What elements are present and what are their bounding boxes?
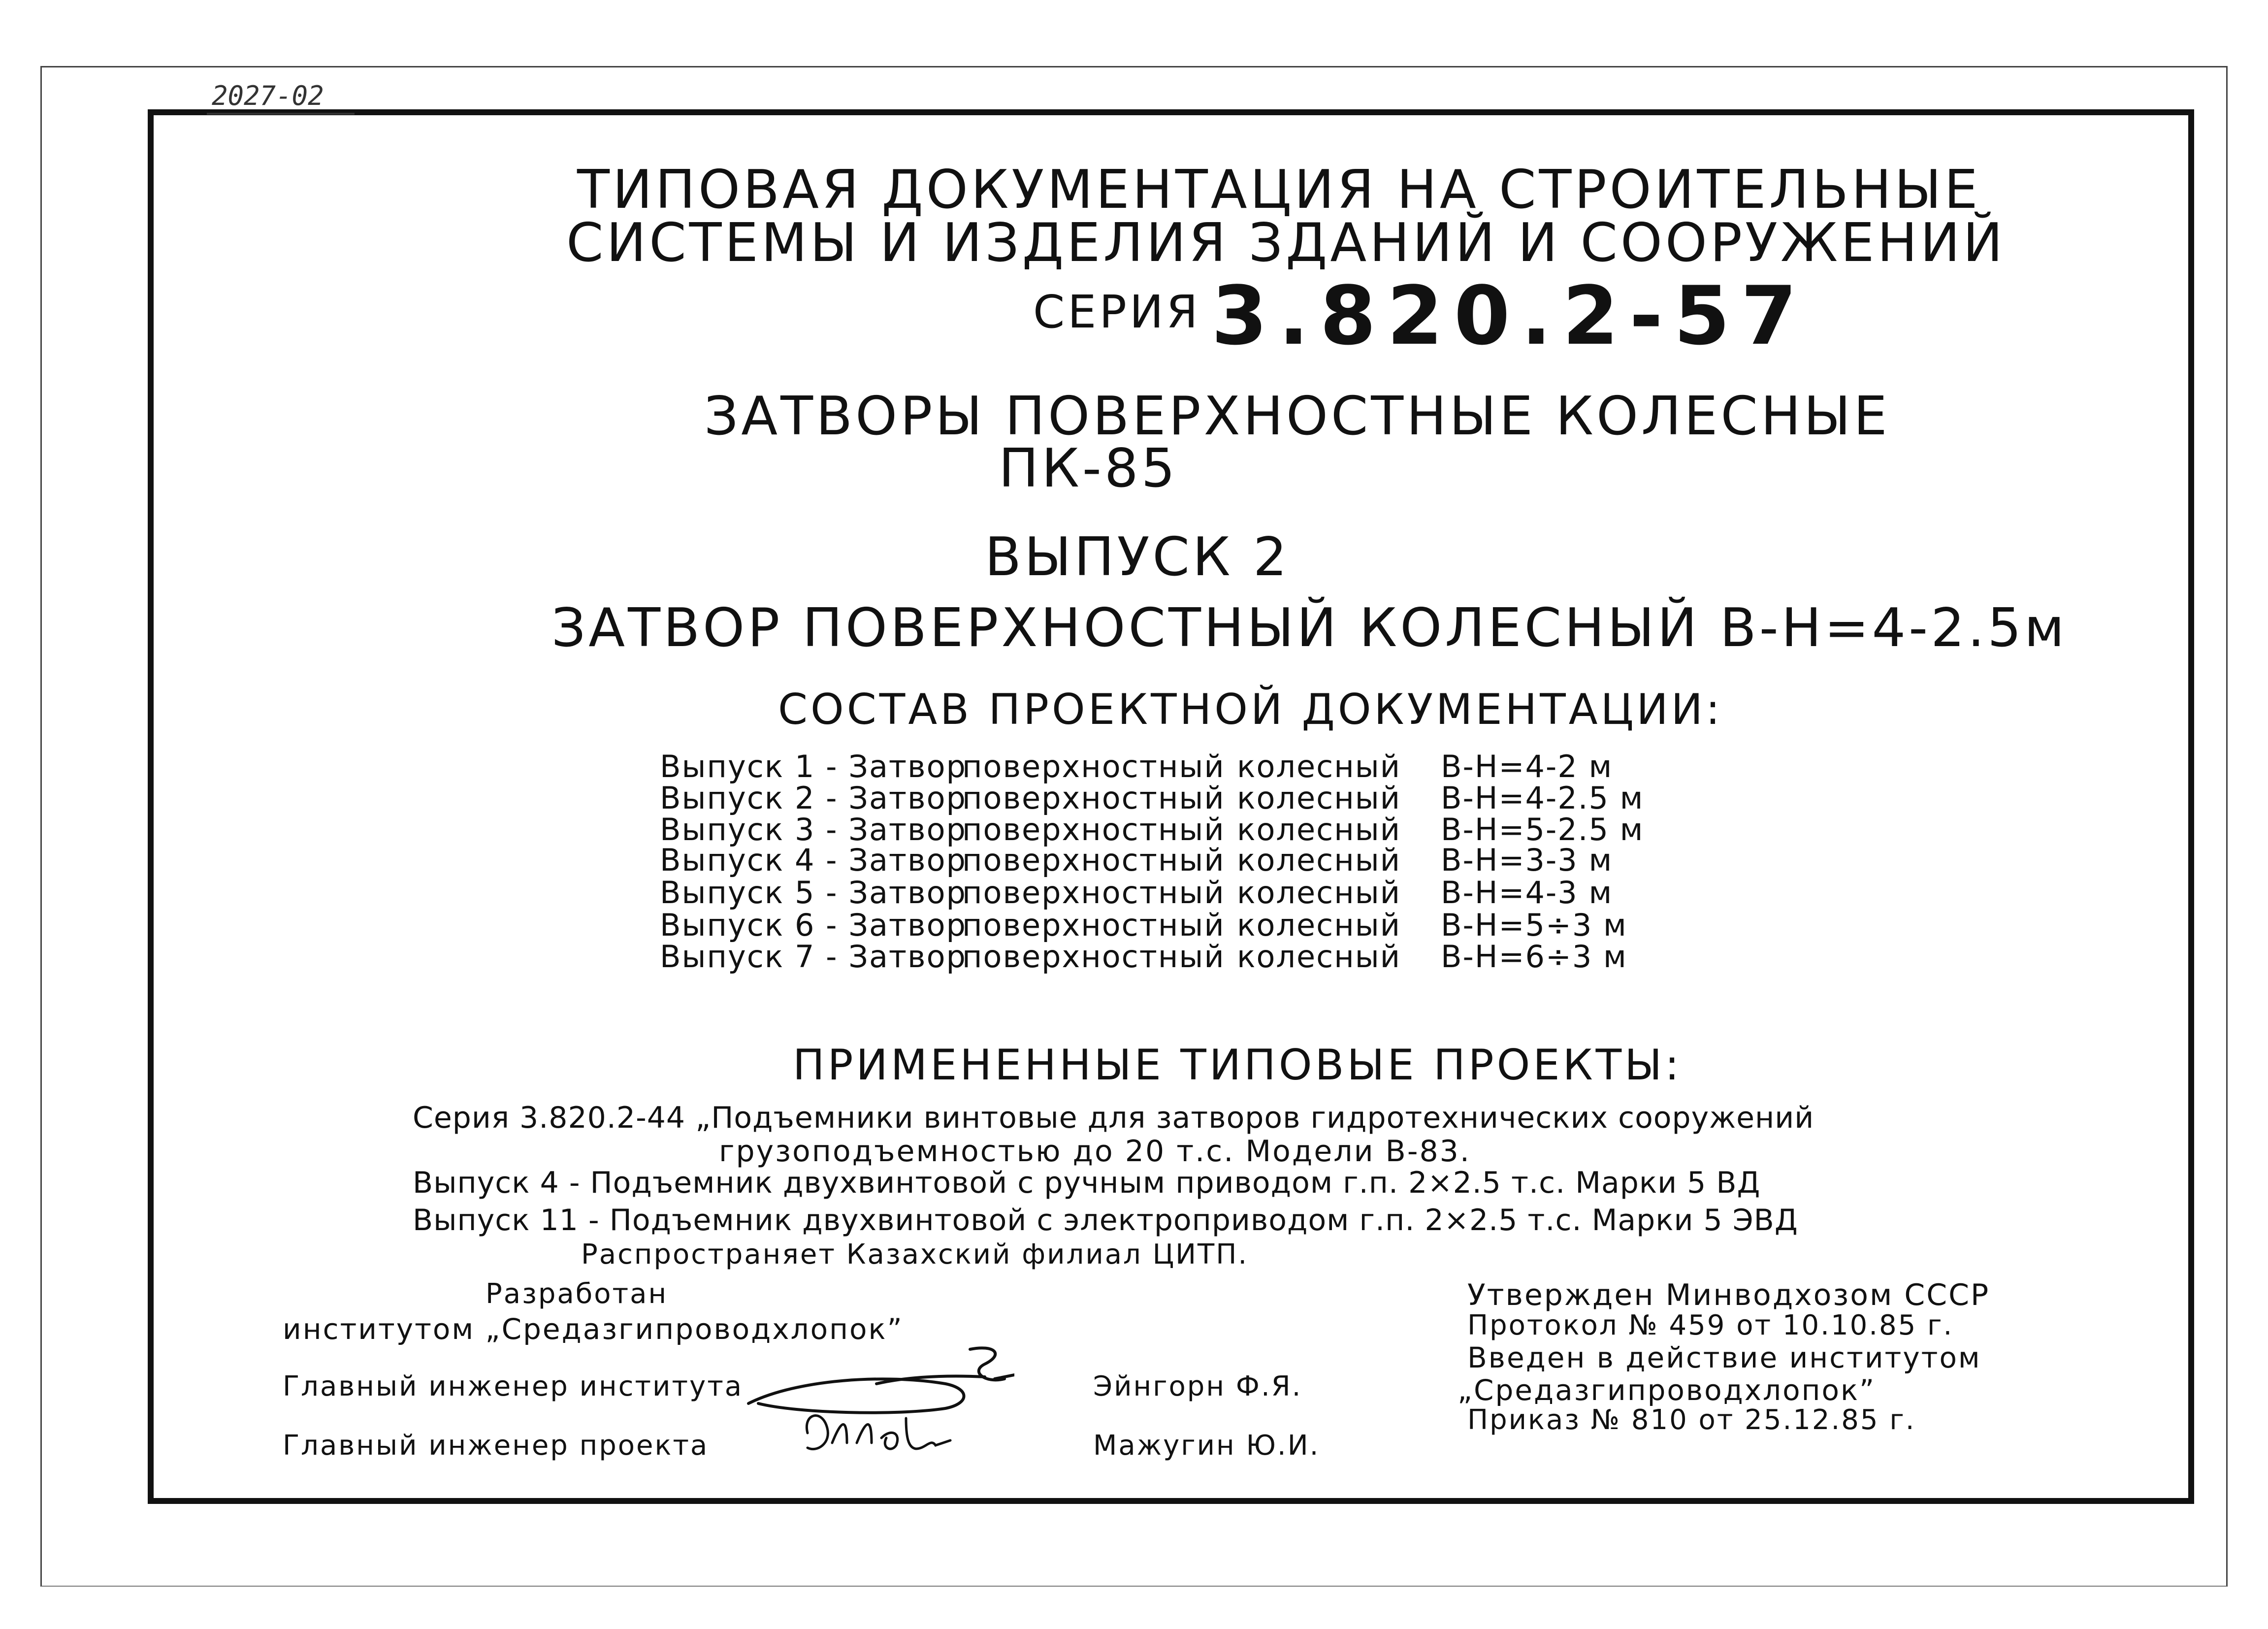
developer-label: Разработан xyxy=(486,1278,668,1310)
list-item-issue: Выпуск 7 - Затвор xyxy=(660,939,967,975)
list-item-issue: Выпуск 2 - Затвор xyxy=(660,780,967,816)
list-item-size: В-Н=4-2 м xyxy=(1441,749,1613,784)
list-item-kind: колесный xyxy=(1237,939,1401,975)
composition-heading: СОСТАВ ПРОЕКТНОЙ ДОКУМЕНТАЦИИ: xyxy=(778,685,1723,734)
applied-line-5: Распространяет Казахский филиал ЦИТП. xyxy=(581,1238,1249,1271)
title-line-2: СИСТЕМЫ И ИЗДЕЛИЯ ЗДАНИЙ И СООРУЖЕНИЙ xyxy=(566,212,2006,274)
list-item-issue: Выпуск 5 - Затвор xyxy=(660,875,967,911)
series-number: 3.820.2-57 xyxy=(1211,269,1808,363)
issue-label: ВЫПУСК 2 xyxy=(985,526,1290,588)
approval-line-2: Протокол № 459 от 10.10.85 г. xyxy=(1467,1309,1954,1341)
list-item-kind: колесный xyxy=(1237,875,1401,911)
list-item-type: поверхностный xyxy=(962,875,1225,911)
approval-line-3: Введен в действие институтом xyxy=(1467,1341,1981,1374)
subject-line-2: ПК-85 xyxy=(999,438,1178,499)
subject-line-1: ЗАТВОРЫ ПОВЕРХНОСТНЫЕ КОЛЕСНЫЕ xyxy=(704,386,1890,447)
applied-line-4: Выпуск 11 - Подъемник двухвинтовой с электроприводом г.п. 2×2.5 т.с. Марки 5 ЭВД xyxy=(413,1203,1798,1238)
project-engineer-name: Мажугин Ю.И. xyxy=(1093,1430,1320,1462)
list-item-issue: Выпуск 4 - Затвор xyxy=(660,842,967,878)
chief-engineer-role: Главный инженер института xyxy=(283,1370,744,1402)
list-item-kind: колесный xyxy=(1237,907,1401,943)
developer-institute: институтом „Средазгипроводхлопок” xyxy=(283,1312,904,1346)
list-item-size: В-Н=5-2.5 м xyxy=(1441,812,1644,847)
title-line-1: ТИПОВАЯ ДОКУМЕНТАЦИЯ НА СТРОИТЕЛЬНЫЕ xyxy=(577,159,1981,221)
list-item-kind: колесный xyxy=(1237,842,1401,878)
list-item-type: поверхностный xyxy=(962,749,1225,784)
project-engineer-signature xyxy=(788,1403,965,1467)
list-item-kind: колесный xyxy=(1237,780,1401,816)
list-item-kind: колесный xyxy=(1237,749,1401,784)
list-item-type: поверхностный xyxy=(962,780,1225,816)
list-item-issue: Выпуск 6 - Затвор xyxy=(660,907,967,943)
list-item-size: В-Н=5÷3 м xyxy=(1441,907,1627,943)
list-item-type: поверхностный xyxy=(962,812,1225,847)
series-label: СЕРИЯ xyxy=(1033,286,1201,338)
approval-line-5: Приказ № 810 от 25.12.85 г. xyxy=(1467,1404,1916,1436)
applied-line-1: Серия 3.820.2-44 „Подъемники винтовые для затворов гидротехнических сооружений xyxy=(413,1101,1814,1135)
list-item-size: В-Н=4-2.5 м xyxy=(1441,780,1644,816)
list-item-type: поверхностный xyxy=(962,939,1225,975)
approval-line-4: „Средазгипроводхлопок” xyxy=(1458,1373,1876,1407)
applied-line-2: грузоподъемностью до 20 т.с. Модели В-83. xyxy=(719,1134,1471,1169)
list-item-size: В-Н=4-3 м xyxy=(1441,875,1613,911)
project-engineer-role: Главный инженер проекта xyxy=(283,1430,709,1462)
list-item-size: В-Н=3-3 м xyxy=(1441,842,1613,878)
list-item-issue: Выпуск 1 - Затвор xyxy=(660,749,967,784)
chief-engineer-name: Эйнгорн Ф.Я. xyxy=(1093,1370,1302,1402)
applied-heading: ПРИМЕНЕННЫЕ ТИПОВЫЕ ПРОЕКТЫ: xyxy=(793,1041,1683,1090)
applied-line-3: Выпуск 4 - Подъемник двухвинтовой с ручным приводом г.п. 2×2.5 т.с. Марки 5 ВД xyxy=(413,1166,1761,1200)
issue-title: ЗАТВОР ПОВЕРХНОСТНЫЙ КОЛЕСНЫЙ В-Н=4-2.5м xyxy=(551,597,2068,659)
list-item-type: поверхностный xyxy=(962,842,1225,878)
document-code-underline xyxy=(207,111,355,116)
document-code: 2027-02 xyxy=(212,80,324,111)
approval-line-1: Утвержден Минводхозом СССР xyxy=(1467,1278,1990,1312)
list-item-issue: Выпуск 3 - Затвор xyxy=(660,812,967,847)
list-item-type: поверхностный xyxy=(962,907,1225,943)
list-item-size: В-Н=6÷3 м xyxy=(1441,939,1627,975)
list-item-kind: колесный xyxy=(1237,812,1401,847)
